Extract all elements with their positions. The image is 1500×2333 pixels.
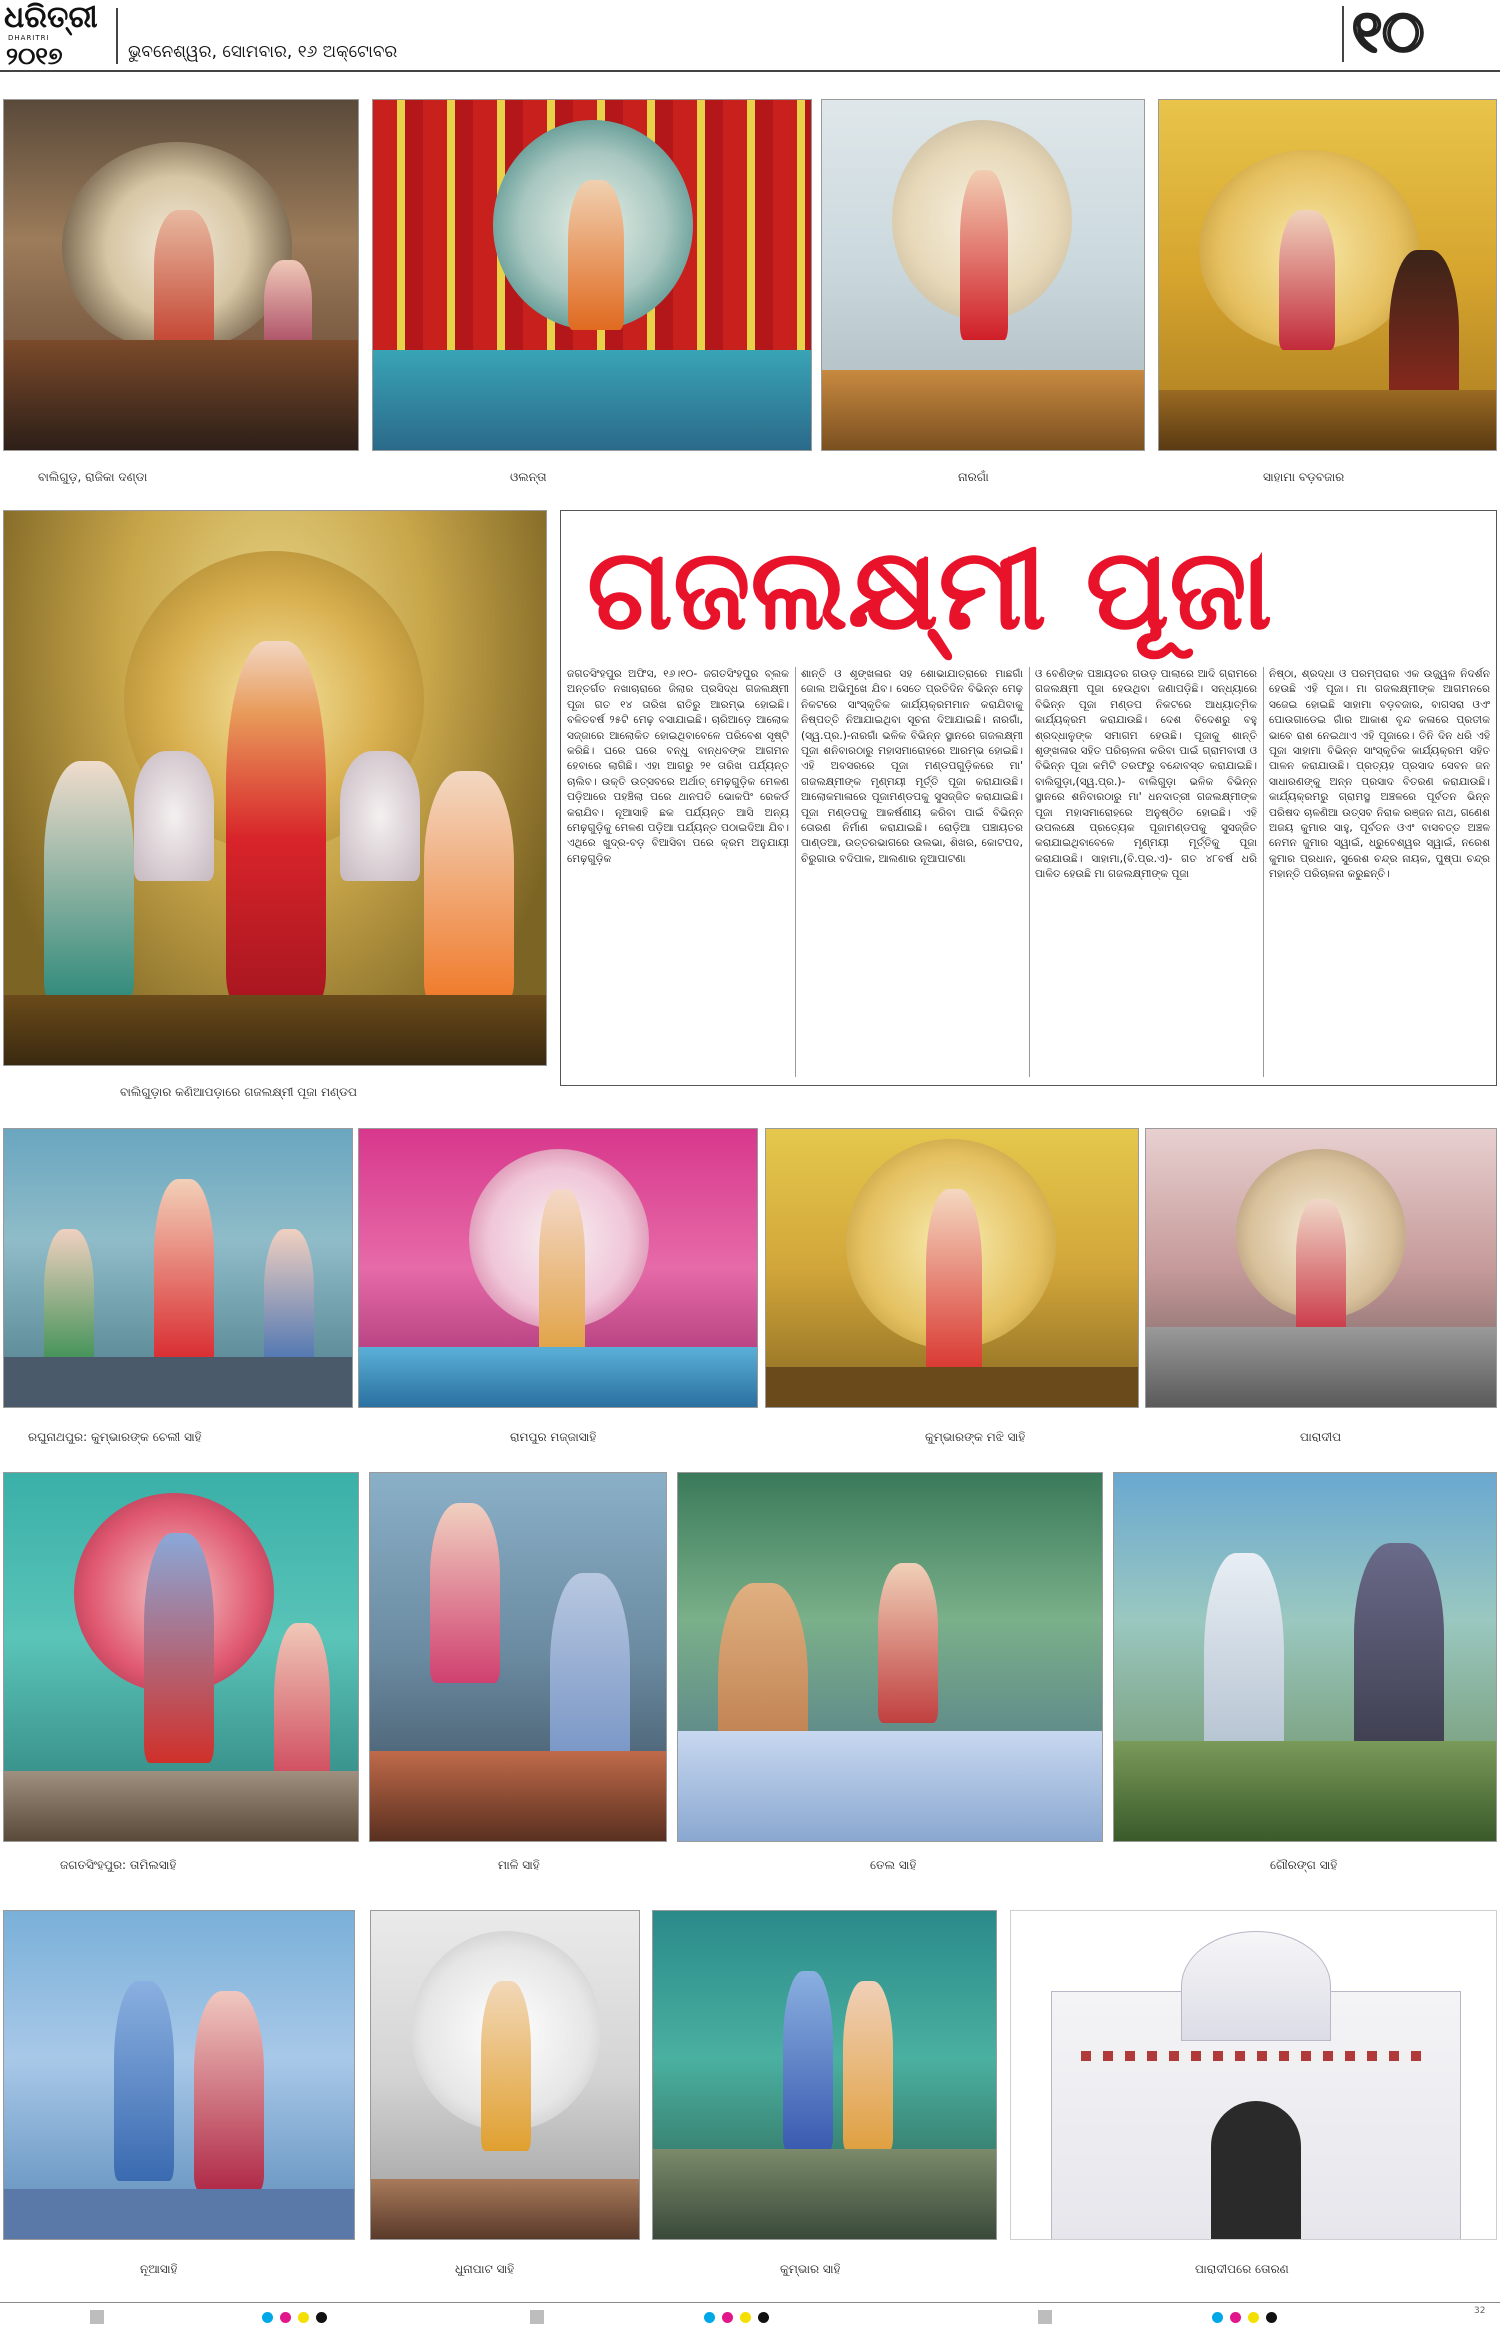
logo: ଧରିତ୍ରୀ (4, 0, 98, 35)
article-column-divider-2 (1029, 667, 1030, 1077)
caption-row5-3: କୁମ୍ଭାର ସାହି (780, 2262, 841, 2276)
registration-black-3 (1266, 2312, 1277, 2323)
article-column-4 (1269, 667, 1490, 1077)
photo-jagatsinghpur-tamilsahi (3, 1472, 359, 1842)
registration-gray-3 (1038, 2310, 1052, 2324)
article-text-1: ଜଗତସିଂହପୁର ଅଫିସ, ୧୬।୧୦- ଜଗତସିଂହପୁର ବ୍ଲକ ଅନ୍ତର୍ଗତ ନଖାଚାରାରେ ଜିଲାର ପ୍ରସିଦ୍ଧ ଗଜଲକ୍ଷ୍ମୀ ପୂଜା ଗତ ୧୪ ତାରିଖ ରାତିରୁ ଆରମ୍ଭ ହୋଇଛି। ବଳିତବର୍ଷ ୨୫ଟି ମେଢ଼ ବସାଯାଇଛି। ଚାରିଆଡ଼େ ଆଲୋକ ସଜ୍ଜାରେ ଆଲୋକିତ ହୋଇଥିବାବେଳେ ପରିବେଶ ସୃଷ୍ଟି କରିଛି। ଘରେ ଘରେ ବନ୍ଧୁ ବାନ୍ଧବଙ୍କ ଆଗମନ ହେବାରେ ଲାଗିଛି। ଏହା ଆଗରୁ ୨୧ ତାରିଖ ପର୍ଯ୍ୟନ୍ତ ଚାଲିବ। ଉକ୍ତି ଉତ୍ସବରେ ଅର୍ଥାତ୍ ମେଢ଼ଗୁଡ଼ିକ ମେଳଣ ପଡ଼ିଆରେ ପହଞ୍ଚିଲା ପରେ ଥାନପତି ଭୋକପିଂ ରେକର୍ଡ କରାଯିବ। ନୂଆସାହି ଛକ ପର୍ଯ୍ୟନ୍ତ ଆସି ଅନ୍ୟ ମେଢ଼ଗୁଡ଼ିକୁ ମେଳଣ ପଡ଼ିଆ ପର୍ଯ୍ୟନ୍ତ ପଠାଇଦିଆ ଯିବ। ଏଥିରେ ଖୁଦ୍ର-ବଡ଼ ବିଆସିବା ପରେ କ୍ରମ ଅନୁଯାୟୀ ମେଢ଼ଗୁଡ଼ିକ (567, 668, 789, 865)
photo-olanta (372, 99, 812, 451)
registration-yellow-1 (298, 2312, 309, 2323)
photo-sahama-badabazar (1158, 99, 1497, 451)
registration-black-1 (316, 2312, 327, 2323)
headline: ଗଜଲକ୍ଷ୍ମୀ ପୂଜା (587, 525, 1273, 655)
photo-paradip-torana (1010, 1910, 1497, 2240)
page-number: ୧୦ (1352, 0, 1425, 65)
caption-featured: ବାଲିଗୁଡ଼ାର କଣିଆପଡ଼ାରେ ଗଜଲକ୍ଷ୍ମୀ ପୂଜା ମଣ୍ଡପ (120, 1085, 357, 1099)
photo-rampur-majjasahi (358, 1128, 758, 1408)
article-text-2: ଶାନ୍ତି ଓ ଶୃଙ୍ଖଳାର ସହ ଶୋଭାଯାତ୍ରାରେ ମାଛଗାଁ ଜୋଲ ଅଭିମୁଖେ ଯିବ। ସେତେ ପ୍ରତିଦିନ ବିଭିନ୍ନ ମେଢ଼ ନିକଟରେ ସାଂସ୍କୃତିକ କାର୍ଯ୍ୟକ୍ରମମାନ କରାଯିବାକୁ ନିଷ୍ପତ୍ତି ନିଆଯାଇଥିବା ସୂଚନା ଦିଆଯାଇଛି। ନାରଗାଁ,(ସ୍ୱ.ପ୍ର.)-ନାରଗାଁ ଭଳିକ ବିଭିନ୍ନ ସ୍ଥାନରେ ଗଜଲକ୍ଷ୍ମୀ ପୂଜା ଶନିବାରଠାରୁ ମହାସମାରୋହରେ ଆରମ୍ଭ ହୋଇଛି। ଏହି ଅବସରରେ ପୂଜା ମଣ୍ଡପଗୁଡ଼ିକରେ ମା' ଗଜଲକ୍ଷ୍ମୀଙ୍କ ମୃଣ୍ମୟୀ ମୂର୍ତ୍ତି ପୂଜା କରାଯାଉଛି। ଆଲୋକମାଳାରେ ପୂଜାମଣ୍ଡପକୁ ସୁସଜ୍ଜିତ କରାଯାଇଛି। ପୂଜା ମଣ୍ଡପକୁ ଆକର୍ଷଣୀୟ କରିବା ପାଇଁ ବିଭିନ୍ନ ତୋରଣ ନିର୍ମାଣ କରାଯାଇଛି। ରୋଡ଼ିଆ ପଞ୍ଚାୟତର ପାଣ୍ଡଆ, ଉତ୍ତରଭାଗରେ ଉଲଭା, ଶିଖର, କୋଟପଦ, ଚିରୁଗାଉ ବଦିପାଳ, ଆଲଣାର ନୂଆପାଟଣା (801, 668, 1023, 865)
caption-row3-2: ରାମପୁର ମଜ୍ଜାସାହି (510, 1430, 597, 1444)
registration-yellow-2 (740, 2312, 751, 2323)
masthead (0, 0, 1500, 72)
article-body (567, 667, 1490, 1077)
photo-featured-kaniapada (3, 510, 547, 1066)
caption-row1-3: ନାରଗାଁ (958, 470, 989, 484)
article-column-2 (801, 667, 1023, 1077)
article-text-4: ନିଷ୍ଠା, ଶ୍ରଦ୍ଧା ଓ ପରମ୍ପରାର ଏକ ଉଜ୍ଜ୍ୱଳ ନିଦର୍ଶନ ହେଉଛି ଏହି ପୂଜା। ମା ଗଜଲକ୍ଷ୍ମୀଙ୍କ ଆଗମନରେ ସଜେଇ ହୋଇଛି ସାହାମା ବଡ଼ବଜାର, ବାଗସରା ଓଏଂ ପୋଉଗାଡେଇ ଗାଁର ଆକାଶ ବୃନ୍ଦ କଳାରେ ପ୍ରତୀକ ଭାବେ ରାଶ ନେଇଥାଏ ଏହି ପୂଜାରେ। ତିନି ଦିନ ଧରି ଏହି ପୂଜା ସାହାମା ବିଭିନ୍ନ ସାଂସ୍କୃତିକ କାର୍ଯ୍ୟକ୍ରମ ସହିତ ପାଳନ କରାଯାଉଛି। ପ୍ରତ୍ୟହ ପ୍ରସାଦ ସେବନ ଜନ ସାଧାରଣଙ୍କୁ ଅନ୍ନ ପ୍ରସାଦ ବିତରଣ କରାଯାଉଛି। କାର୍ଯ୍ୟକ୍ରମରୁ ଗ୍ରାମସ୍ଥ ଅଞ୍ଚଳରେ ପୂର୍ବତନ ଭିନ୍ନ ପରିଷଦ ଚାଳଣିଆ ଉତ୍ସବ ନିରାକ ରଞ୍ଜନ ନାଥ, ଗଣେଶ ଅଜୟ କୁମାର ସାହୁ, ପୂର୍ବତନ ଓଏଂ ବାସବତ୍ତ ଅଞ୍ଚଳ ନେମନ ଜୁମାର ସ୍ୱାଇଁ, ଧ୍ରୁବେଶ୍ୱର ସ୍ୱାଇଁ, ନରେଶ କୁମାର ପ୍ରଧାନ, ସୁରେଶ ଚନ୍ଦ୍ର ନାୟକ, ପୁଷ୍ପା ଚନ୍ଦ୍ର ମହାନ୍ତି ପରିଚାଳନା କରୁଛନ୍ତି। (1269, 668, 1490, 881)
caption-row5-1: ନୂଆସାହି (140, 2262, 178, 2276)
registration-cyan-3 (1212, 2312, 1223, 2323)
registration-cyan-2 (704, 2312, 715, 2323)
footer-rule (0, 2302, 1500, 2303)
caption-row5-2: ଧୁନାପାଟ ସାହି (455, 2262, 515, 2276)
caption-row4-1: ଜଗତସିଂହପୁର: ତାମିଲସାହି (60, 1858, 177, 1872)
photo-mali-sahi (369, 1472, 667, 1842)
logo-subtitle: DHARITRI (8, 34, 50, 42)
photo-tela-sahi (677, 1472, 1103, 1842)
footer-folio: 32 (1474, 2306, 1486, 2316)
photo-kumbhar-sahi (652, 1910, 997, 2240)
article-column-3 (1035, 667, 1257, 1077)
registration-magenta-1 (280, 2312, 291, 2323)
photo-nuasahi (3, 1910, 355, 2240)
masthead-rule (0, 70, 1500, 72)
article-text-3: ଓ ବେଣିଙ୍କ ପଞ୍ଚାୟତର ଗଉଡ଼ ପାଲାରେ ଆଦି ଗ୍ରାମରେ ଗଜଲକ୍ଷ୍ମୀ ପୂଜା ହେଉଥିବା ଜଣାପଡ଼ିଛି। ସନ୍ଧ୍ୟାରେ ବିଭିନ୍ନ ପୂଜା ମଣ୍ଡପ ନିକଟରେ ଆଧ୍ୟାତ୍ମିକ କାର୍ଯ୍ୟକ୍ରମ କରାଯାଉଛି। ଦେଶ ବିଦେଶରୁ ବହୁ ଶ୍ରଦ୍ଧାଳୁଙ୍କ ସମାଗମ ହେଉଛି। ପୂଜାକୁ ଶାନ୍ତି ଶୃଙ୍ଖଳାର ସହିତ ପରିଚାଳନା କରିବା ପାଇଁ ଗ୍ରାମବାସୀ ଓ ବିଭିନ୍ନ ପୂଜା କମିଟି ତରଫରୁ ବନ୍ଦୋବସ୍ତ କରାଯାଇଛି। ବାଲିଗୁଡ଼ା,(ସ୍ୱ.ପ୍ର.)- ବାଲିଗୁଡ଼ା ଭଳିକ ବିଭିନ୍ନ ସ୍ଥାନରେ ଶନିବାରଠାରୁ ମା' ଧନଦାତ୍ରୀ ଗଜଲକ୍ଷ୍ମୀଙ୍କ ପୂଜା ମହାସମାରୋହରେ ଅନୁଷ୍ଠିତ ହୋଇଛି। ଏହି ଉପଲକ୍ଷେ ପ୍ରତ୍ୟେକ ପୂଜାମଣ୍ଡପକୁ ସୁସଜ୍ଜିତ କରାଯାଇଥିବାବେଳେ ମୃଣ୍ମୟୀ ମୂର୍ତ୍ତିକୁ ପୂଜା କରାଯାଉଛି। ସାହାମା,(ବି.ପ୍ର.ଏ)- ଗତ ୪୮ବର୍ଷ ଧରି ପାଳିତ ହେଉଛି ମା ଗଜଲକ୍ଷ୍ମୀଙ୍କ ପୂଜା (1035, 668, 1257, 881)
article-column-divider-3 (1263, 667, 1264, 1077)
photo-kumbhar-majhi-sahi (765, 1128, 1139, 1408)
registration-magenta-2 (722, 2312, 733, 2323)
caption-row5-4: ପାରାଦୀପରେ ତୋରଣ (1195, 2262, 1289, 2276)
photo-dhunapata-sahi (370, 1910, 640, 2240)
registration-gray-2 (530, 2310, 544, 2324)
article-column-1 (567, 667, 789, 1077)
article-column-divider-1 (795, 667, 796, 1077)
photo-baliguda-rajika-danda (3, 99, 359, 451)
caption-row4-2: ମାଳି ସାହି (498, 1858, 540, 1872)
caption-row3-4: ପାରାଦୀପ (1300, 1430, 1342, 1444)
registration-yellow-3 (1248, 2312, 1259, 2323)
photo-gauranga-sahi (1113, 1472, 1497, 1842)
photo-raghunathpur-cheli-sahi (3, 1128, 353, 1408)
dateline: ଭୁବନେଶ୍ୱର, ସୋମବାର, ୧୬ ଅକ୍ଟୋବର (128, 42, 398, 62)
registration-black-2 (758, 2312, 769, 2323)
registration-cyan-1 (262, 2312, 273, 2323)
registration-gray-1 (90, 2310, 104, 2324)
masthead-divider (116, 8, 118, 64)
photo-paradip (1145, 1128, 1497, 1408)
caption-row3-1: ରଘୁନାଥପୁର: କୁମ୍ଭାରଙ୍କ ଚେଲୀ ସାହି (28, 1430, 202, 1444)
photo-naragaon (821, 99, 1145, 451)
page-number-divider (1342, 6, 1344, 62)
caption-row1-2: ଓଲନ୍ତା (510, 470, 547, 484)
caption-row3-3: କୁମ୍ଭାରଙ୍କ ମଝି ସାହି (925, 1430, 1026, 1444)
caption-row4-3: ତେଲ ସାହି (870, 1858, 917, 1872)
registration-magenta-3 (1230, 2312, 1241, 2323)
caption-row4-4: ଗୌରଙ୍ଗ ସାହି (1270, 1858, 1338, 1872)
masthead-year: ୨୦୧୭ (6, 42, 63, 70)
headline-box (560, 510, 1497, 1086)
caption-row1-1: ବାଲିଗୁଡ଼, ରାଜିକା ଦଣ୍ଡା (38, 470, 148, 484)
caption-row1-4: ସାହାମା ବଡ଼ବଜାର (1263, 470, 1345, 484)
